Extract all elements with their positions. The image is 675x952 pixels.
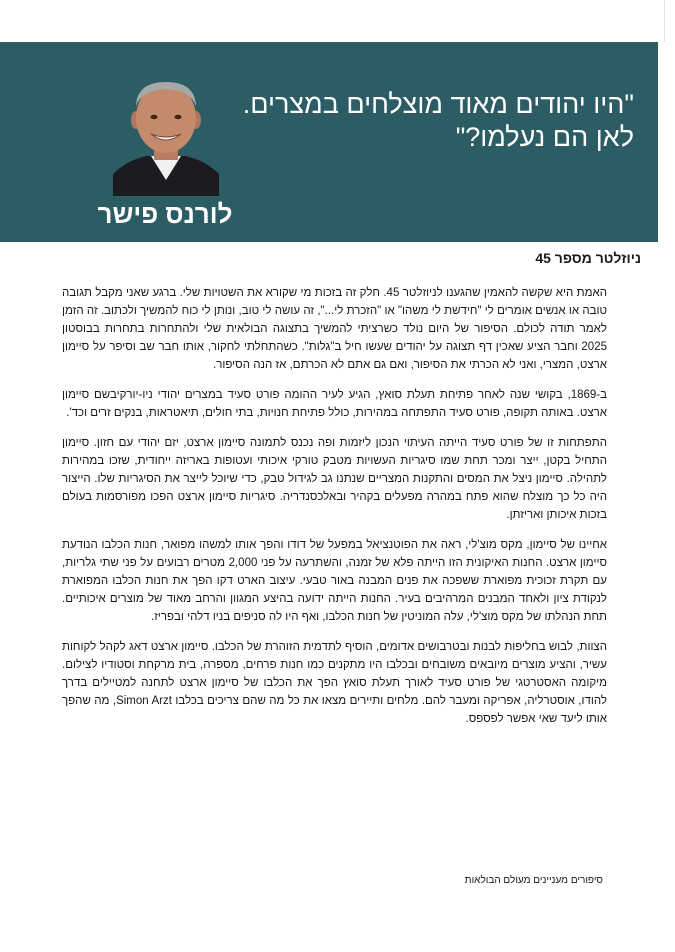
author-photo [113,76,219,196]
author-name: לורנס פישר [97,199,233,229]
page-footer: סיפורים מעניינים מעולם הבולאות [464,875,603,886]
article-body [62,284,607,740]
page-top-strip [0,0,675,42]
paragraph: ב-1869, בקושי שנה לאחר פתיחת תעלת סואץ, הגיע לעיר ההומה פורט סעיד במצרים יהודי ניו-יורקיבשם סיימון ארצט. באותה תקופה, פורט סעיד התפתחה במהירות, כולל פתיחת חנויות, בתי חולים, תיאטראות, בנקים זרים וכד'. [62,389,607,419]
paragraph: אחיינו של סיימון, מקס מוצ'לי, ראה את הפוטנציאל במפעל של דודו והפך אותו למשהו מפואר, חנות הכלבו הנודעת סיימון ארצט. החנות האיקונית הזו הייתה פלא של זמנה, והשתרעה על פני 2,000 מטרים רבועים על פני שתי גלריות, עם תקרת זכוכית מפוארת ששפכה את פנים המבנה באור טבעי. עיצוב הארט דקו הפך את חנות הכלבו המפוארת לנקודת ציון ולאחד המבנים המרהיבים בעיר. החנות הייתה ידועה בהיצע המגוון והרחב מאוד של מוצרים איכותיים. תחת הנהלתו של מקס מוצ'לי, עלה המוניטין של חנות הכלבו, ואף היו לה סניפים בניו דלהי ובפריז. [62,539,607,623]
paragraph: התפתחות זו של פורט סעיד הייתה העיתוי הנכון ליזמות ופה נכנס לתמונה סיימון ארצט, יזם יהודי עם חזון. סיימון התחיל בקטן, ייצר ומכר תחת שמו סיגריות העשויות מטבק טורקי איכותי ועטופות באריזה ייחודית, שזכו במהירות לתהילה. סיימון ניצל את המסים והתקנות המצריים שנתנו גב לגידול טבק, כדי שיוכל לייצר את הסיגריות שלו. הייצור היה כל כך מוצלח שהוא פתח במהרה מפעלים בקהיר ובאלכסנדריה. סיגריות סיימון ארצט הפכו מפורסמות בעולם בזכות איכותן ואריזתן. [62,437,607,521]
paragraph: האמת היא שקשה להאמין שהגענו לניוזלטר 45. חלק זה בזכות מי שקורא את השטויות שלי. ברגע שאני מקבל תגובה טובה או אנשים אומרים לי "חידשת לי משהו" או "הזכרת לי...", זה עושה לי טוב, ונותן לי כוח להמשיך ולכתוב. זה הזמן לאמר תודה לכולם. הסיפור של היום נולד כשרציתי להמשיך בתצוגה הבולאית שלי ולהתחרות בתחרות בבוסטון 2025 וחבר הציע שאכין דף תצוגה על יהודים שעשו חיל ב"גלות". כשהתחלתי לחקור, אותו חבר שב וסיפר על סיימון ארצט, המצרי, ואני לא הכרתי את הסיפור, ואם גם אתם לא הכרתם, אז הנה הסיפור. [62,287,607,371]
page-title: "היו יהודים מאוד מוצלחים במצרים. לאן הם נעלמו?" [242,89,634,152]
page-edge [664,0,675,42]
author-portrait-icon [113,76,219,196]
paragraph: הצוות, לבוש בחליפות לבנות ובטרבושים אדומים, הוסיף לתדמית הזוהרת של הכלבו. סיימון ארצט דאג לקהל לקוחות עשיר, והציע מוצרים מיובאים משובחים ובכלבו היו מתקנים כמו חנות פרחים, מספרה, בית מרקחת וסטודיו לצילום. מיקומה האסטרטגי של פורט סעיד לאורך תעלת סואץ הפך את הכלבו של סיימון ארצט לתחנה למטיילים בדרך להודו, אוסטרליה, אפריקה ומעבר להם. מלחים ותיירים מצאו את כל מה שהם צריכים בכלבו Simon Arzt, מה שהפך אותו ליעד שאי אפשר לפספס. [62,641,608,725]
header-banner [0,42,658,242]
newsletter-issue-label: ניוזלטר מספר 45 [535,250,641,266]
